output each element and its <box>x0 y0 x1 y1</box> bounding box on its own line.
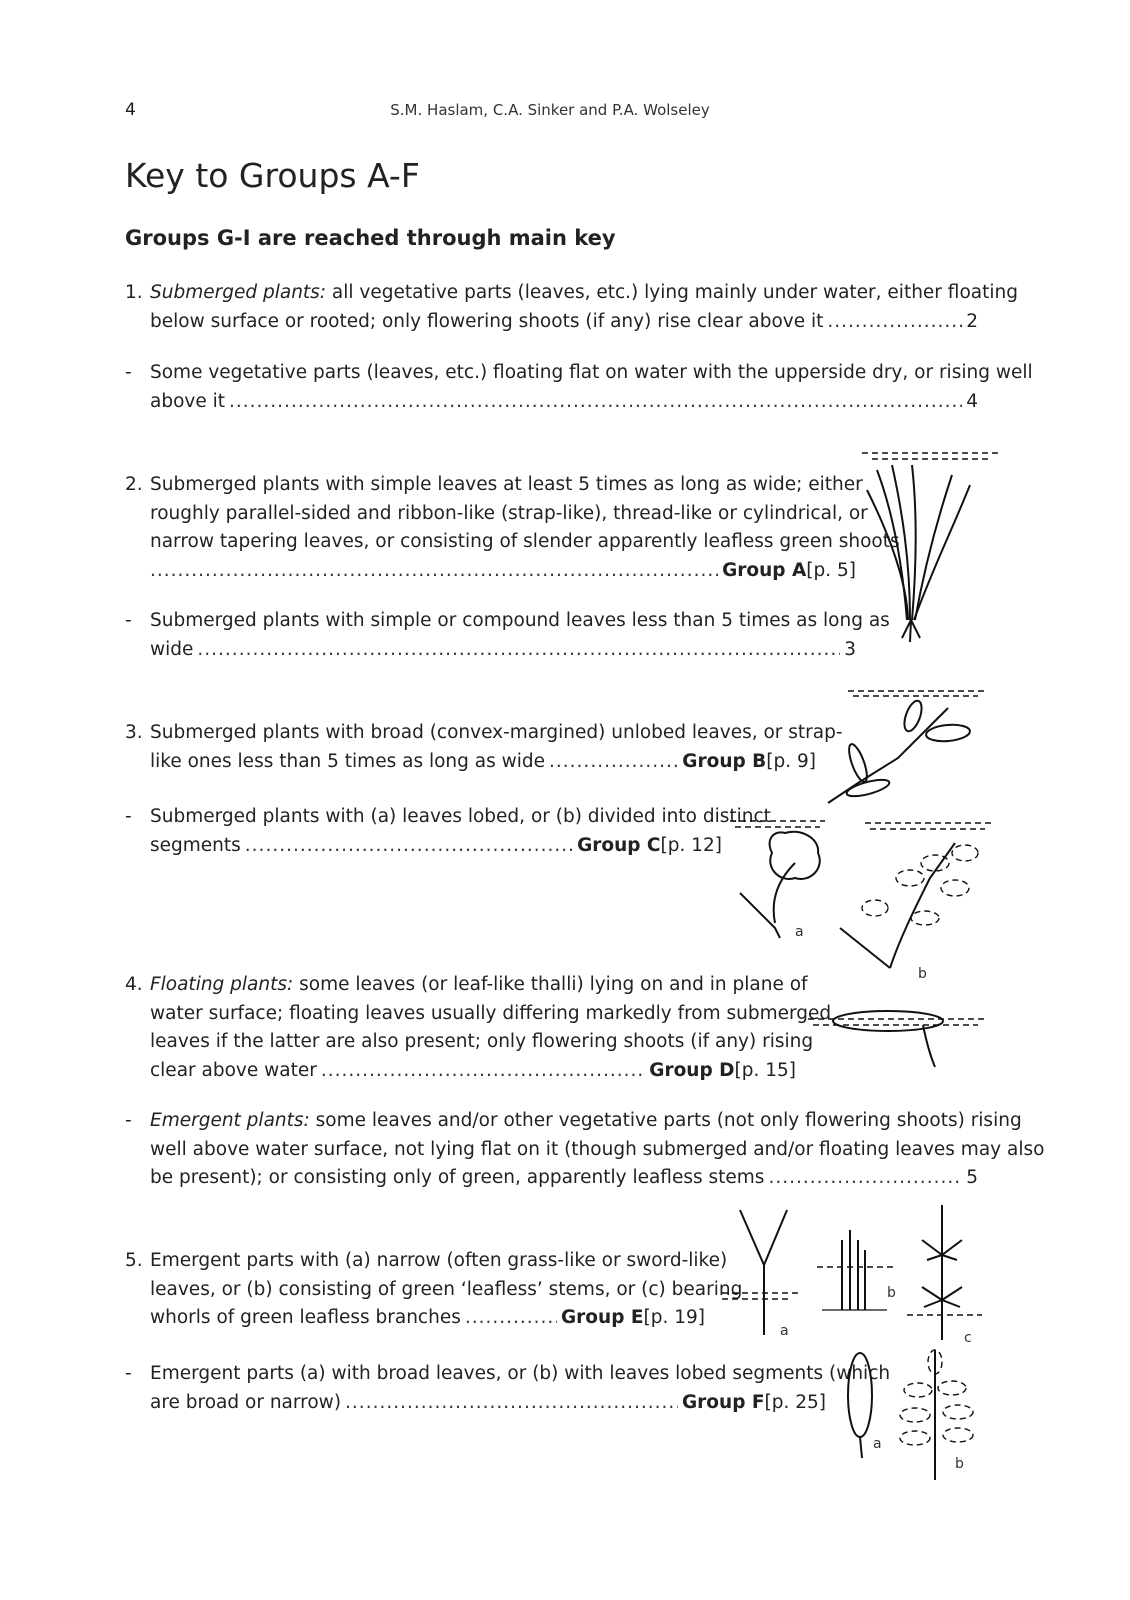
key-entry-2: 2. Submerged plants with simple leaves at least 5 times as long as wide; either roughly parallel-sided and ribbon-like (strap-like), thread-like or cylindrical, or narrow tapering leaves, or consisting of slender apparently leafless green shoots ..... Group A [p. 5] <box>150 471 856 585</box>
entry-lead: Floating plants: <box>150 974 294 995</box>
entry-lead: Submerged plants: <box>150 282 327 303</box>
group-ref: Group B <box>682 750 767 772</box>
group-d-illustration <box>808 1005 993 1075</box>
group-ref: Group D <box>649 1059 735 1081</box>
group-ref: Group C <box>577 834 661 856</box>
key-entry-4-alt: - Emergent plants: some leaves and/or other vegetative parts (not only flowering shoots) rising well above water surface, not lying flat on it (though submerged and/or floating leaves may also be present); or consisting only of green, apparently leafless stems ..... 5 <box>150 1107 978 1193</box>
entry-ref: 3 <box>844 638 856 660</box>
figure-label: a <box>873 1436 882 1452</box>
figure-label: a <box>780 1323 789 1339</box>
key-entry-1-alt: - Some vegetative parts (leaves, etc.) floating flat on water with the upperside dry, or rising well above it ..... 4 <box>150 359 978 416</box>
group-c-illustration <box>730 818 1000 988</box>
entry-ref: 4 <box>966 390 978 412</box>
group-ref: Group E <box>561 1307 644 1328</box>
entry-lead: Emergent plants: <box>150 1110 310 1131</box>
entry-ref: 2 <box>966 310 978 332</box>
key-entry-4: 4. Floating plants: some leaves (or leaf-like thalli) lying on and in plane of water surface; floating leaves usually differing markedly from submerged leaves if the latter are also present; only flowering shoots (if any) rising clear above water ..... Group D [p. 15] <box>150 971 796 1085</box>
page-title: Key to Groups A-F <box>125 156 420 195</box>
group-e-illustration <box>722 1205 992 1350</box>
page-subtitle: Groups G-I are reached through main key <box>125 226 616 250</box>
group-ref: Group A <box>722 559 807 581</box>
key-entry-1: 1. Submerged plants: all vegetative parts (leaves, etc.) lying mainly under water, either floating below surface or rooted; only flowering shoots (if any) rise clear above it ..... 2 <box>150 279 978 336</box>
page-number: 4 <box>125 100 136 120</box>
group-f-illustration <box>840 1340 1000 1490</box>
figure-label: c <box>964 1330 972 1346</box>
entry-ref: 5 <box>966 1167 978 1188</box>
figure-label: b <box>887 1285 896 1301</box>
key-entry-5: 5. Emergent parts with (a) narrow (often grass-like or sword-like) leaves, or (b) consisting of green ‘leafless’ stems, or (c) bearing whorls of green leafless branches ..... Group E [p. 19] <box>150 1247 705 1333</box>
group-ref: Group F <box>682 1391 765 1413</box>
group-b-illustration <box>828 688 998 813</box>
key-entry-5-alt: - Emergent parts (a) with broad leaves, or (b) with leaves lobed segments (which are broad or narrow) ..... Group F [p. 25] <box>150 1360 826 1417</box>
key-entry-3-alt: - Submerged plants with (a) leaves lobed, or (b) divided into distinct segments ..... Group C [p. 12] <box>150 803 722 860</box>
entry-number: 1. <box>125 282 143 303</box>
key-entry-2-alt: - Submerged plants with simple or compound leaves less than 5 times as long as wide ..... 3 <box>150 607 856 664</box>
figure-label: a <box>795 924 804 940</box>
figure-label: b <box>955 1456 964 1472</box>
running-head: S.M. Haslam, C.A. Sinker and P.A. Wolseley <box>390 101 710 119</box>
figure-label: b <box>918 966 927 982</box>
group-a-illustration <box>862 450 1012 650</box>
key-entry-3: 3. Submerged plants with broad (convex-margined) unlobed leaves, or strap- like ones less than 5 times as long as wide ..... Group B [p. 9] <box>150 719 816 776</box>
